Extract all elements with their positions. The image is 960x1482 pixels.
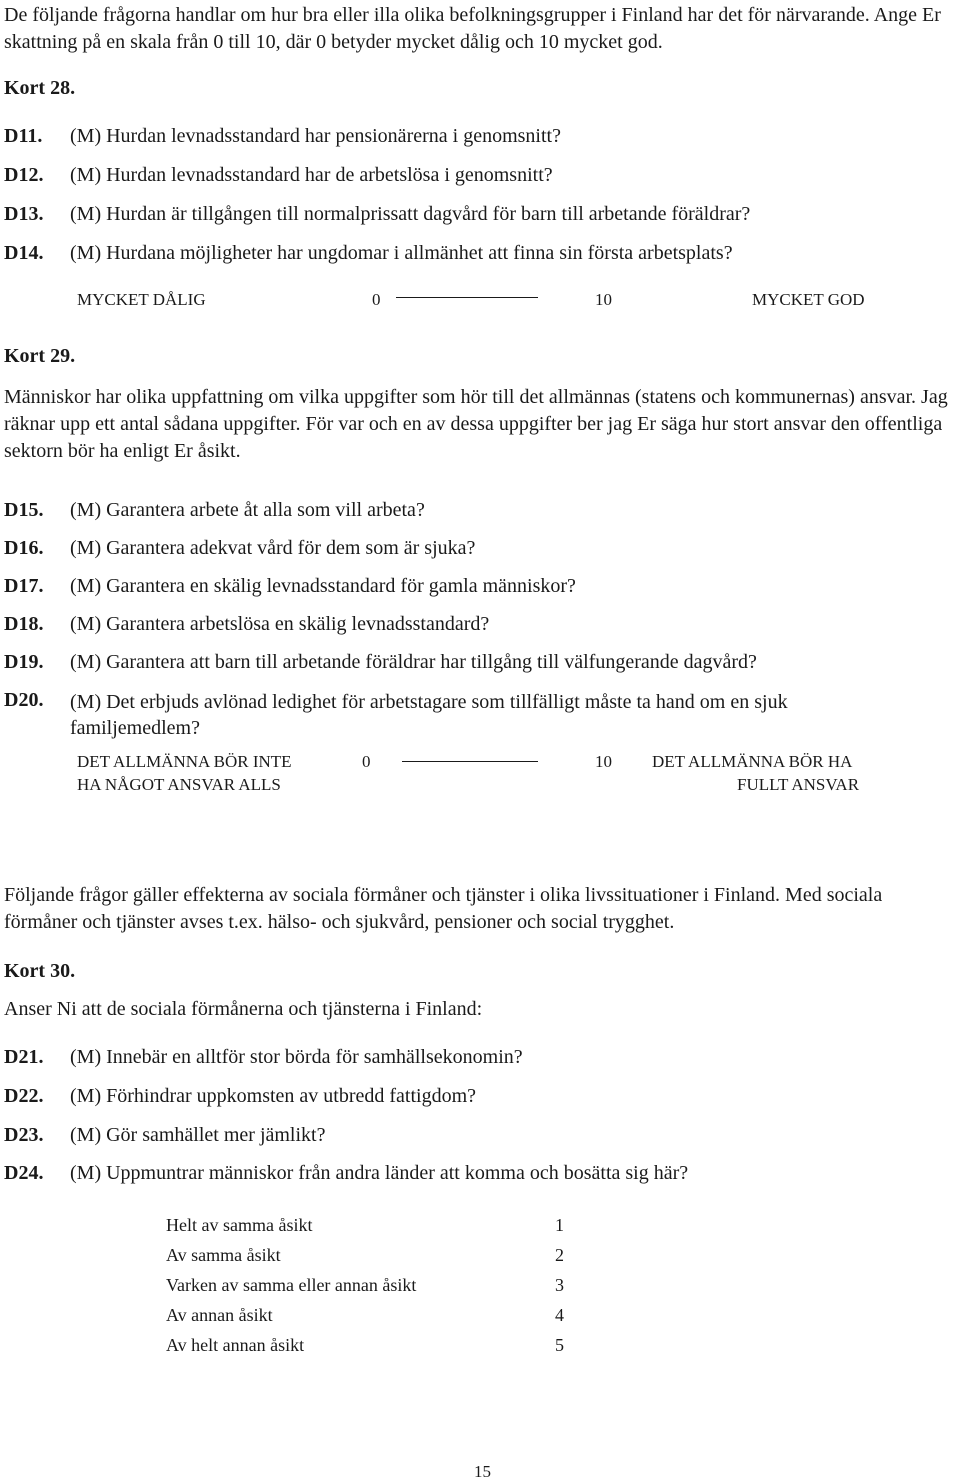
scale-line [396,297,538,298]
question-id: D24. [4,1162,44,1184]
question-text: (M) Innebär en alltför stor börda för samhällsekonomin? [70,1046,523,1068]
scale-right-label: MYCKET GOD [752,290,865,309]
question-text: (M) Garantera att barn till arbetande föräldrar har tillgång till välfungerande dagvård? [70,651,757,673]
question-id: D11. [4,125,43,147]
question-text: (M) Hurdan levnadsstandard har pensionärerna i genomsnitt? [70,125,561,147]
option-value: 4 [555,1305,564,1325]
scale-min-value: 0 [362,752,371,771]
question-id: D18. [4,613,44,635]
option-label: Helt av samma åsikt [166,1215,313,1235]
question-text: (M) Hurdan är tillgången till normalprissatt dagvård för barn till arbetande föräldrar? [70,203,751,225]
scale-right-label-line1: DET ALLMÄNNA BÖR HA [652,752,853,771]
scale-right-label-line2: FULLT ANSVAR [737,775,860,794]
question-text: (M) Hurdan levnadsstandard har de arbetslösa i genomsnitt? [70,164,553,186]
option-label: Av helt annan åsikt [166,1335,305,1355]
question-text: (M) Garantera arbete åt alla som vill arbeta? [70,499,425,521]
question-id: D19. [4,651,44,673]
question-text: (M) Det erbjuds avlönad ledighet för arbetstagare som tillfälligt måste ta hand om en sjuk familjemedlem? [70,691,788,739]
question-text: (M) Garantera en skälig levnadsstandard för gamla människor? [70,575,576,597]
option-value: 2 [555,1245,564,1265]
question-text: (M) Garantera arbetslösa en skälig levnadsstandard? [70,613,490,635]
question-id: D12. [4,164,44,186]
question-text: (M) Förhindrar uppkomsten av utbredd fattigdom? [70,1085,477,1107]
question-id: D16. [4,537,44,559]
option-value: 3 [555,1275,564,1295]
question-id: D15. [4,499,44,521]
question-text: (M) Uppmuntrar människor från andra länder att komma och bosätta sig här? [70,1162,689,1184]
question-id: D23. [4,1124,44,1146]
question-lead-in: Anser Ni att de sociala förmånerna och tjänsterna i Finland: [4,998,483,1020]
scale-left-label: MYCKET DÅLIG [77,290,206,309]
option-value: 1 [555,1215,564,1235]
scale-min-value: 0 [372,290,381,309]
scale-left-label-line2: HA NÅGOT ANSVAR ALLS [77,775,281,794]
question-text: (M) Hurdana möjligheter har ungdomar i allmänhet att finna sin första arbetsplats? [70,242,733,264]
page-number: 15 [474,1462,491,1481]
card-29-heading: Kort 29. [4,345,76,367]
question-text: (M) Gör samhället mer jämlikt? [70,1124,326,1146]
intro-paragraph-public-responsibility: Människor har olika uppfattning om vilka uppgifter som hör till det allmännas (statens och kommunernas) ansvar. Jag räknar upp ett antal sådana uppgifter. För var och en av dessa uppgifter ber jag Er säga hur stort ansvar den offentliga sektorn bör ha enligt Er åsikt. [4,386,948,462]
scale-line [402,761,538,762]
option-value: 5 [555,1335,564,1355]
question-id: D22. [4,1085,44,1107]
question-text: (M) Garantera adekvat vård för dem som är sjuka? [70,537,476,559]
question-id: D14. [4,242,44,264]
scale-max-value: 10 [595,752,612,771]
intro-paragraph-scale-0-10: De följande frågorna handlar om hur bra eller illa olika befolkningsgrupper i Finland har det för närvarande. Ange Er skattning på en skala från 0 till 10, där 0 betyder mycket dålig och 10 mycket god. [4,4,941,53]
question-id: D21. [4,1046,44,1068]
option-label: Varken av samma eller annan åsikt [166,1275,417,1295]
option-label: Av samma åsikt [166,1245,281,1265]
card-30-heading: Kort 30. [4,960,76,982]
scale-left-label-line1: DET ALLMÄNNA BÖR INTE [77,752,292,771]
question-id: D13. [4,203,44,225]
card-28-heading: Kort 28. [4,77,76,99]
intro-paragraph-social-benefits: Följande frågor gäller effekterna av sociala förmåner och tjänster i olika livssituationer i Finland. Med sociala förmåner och tjänster avses t.ex. hälso- och sjukvård, pensioner och social trygghet. [4,884,883,933]
question-id: D17. [4,575,44,597]
option-label: Av annan åsikt [166,1305,273,1325]
question-id: D20. [4,689,44,711]
scale-max-value: 10 [595,290,612,309]
